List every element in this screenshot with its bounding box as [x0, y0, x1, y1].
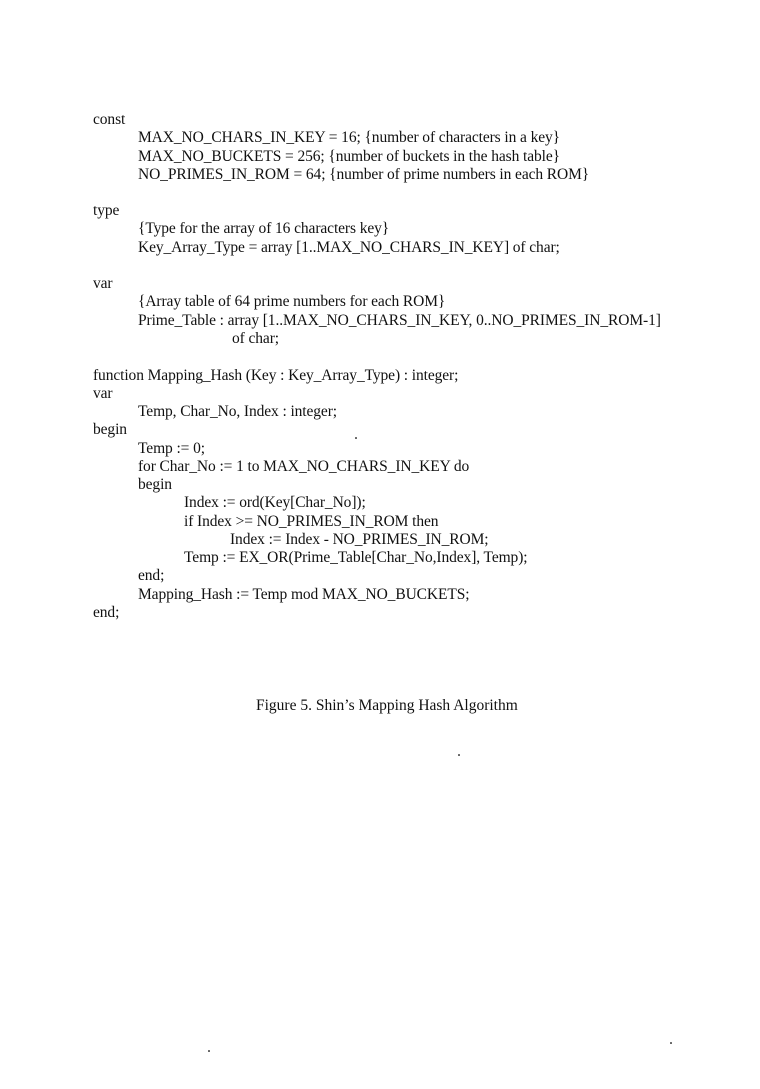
- code-line-local-vars: Temp, Char_No, Index : integer;: [138, 403, 337, 420]
- code-line-array-comment: {Array table of 64 prime numbers for each ROM}: [138, 293, 446, 310]
- scan-speck: [208, 1050, 210, 1052]
- code-line-for-loop: for Char_No := 1 to MAX_NO_CHARS_IN_KEY do: [138, 458, 470, 475]
- code-line-max-no-buckets: MAX_NO_BUCKETS = 256; {number of buckets in the hash table}: [138, 148, 560, 165]
- code-line-return-mod: Mapping_Hash := Temp mod MAX_NO_BUCKETS;: [138, 586, 470, 603]
- code-line-type-comment: {Type for the array of 16 characters key}: [138, 220, 390, 237]
- code-line-of-char: of char;: [232, 330, 279, 347]
- code-line-temp-xor: Temp := EX_OR(Prime_Table[Char_No,Index], Temp);: [184, 549, 528, 566]
- code-line-loop-end: end;: [138, 567, 165, 584]
- code-line-key-array-type: Key_Array_Type = array [1..MAX_NO_CHARS_IN_KEY] of char;: [138, 239, 560, 256]
- code-line-function-header: function Mapping_Hash (Key : Key_Array_Type) : integer;: [93, 367, 459, 384]
- code-line-no-primes: NO_PRIMES_IN_ROM = 64; {number of prime numbers in each ROM}: [138, 166, 590, 183]
- code-line-index-subtract: Index := Index - NO_PRIMES_IN_ROM;: [230, 531, 489, 548]
- code-line-const: const: [93, 111, 126, 128]
- code-line-prime-table: Prime_Table : array [1..MAX_NO_CHARS_IN_KEY, 0..NO_PRIMES_IN_ROM-1]: [138, 312, 661, 329]
- code-line-loop-begin: begin: [138, 476, 172, 493]
- code-line-type: type: [93, 202, 120, 219]
- code-line-temp-init: Temp := 0;: [138, 440, 205, 457]
- code-line-begin: begin: [93, 421, 127, 438]
- code-line-max-no-chars: MAX_NO_CHARS_IN_KEY = 16; {number of characters in a key}: [138, 129, 560, 146]
- code-line-if-index: if Index >= NO_PRIMES_IN_ROM then: [184, 513, 439, 530]
- scan-speck: [670, 1042, 672, 1044]
- code-line-end: end;: [93, 604, 120, 621]
- code-line-index-ord: Index := ord(Key[Char_No]);: [184, 494, 366, 511]
- code-line-function-var: var: [93, 385, 113, 402]
- scan-speck: [458, 754, 460, 756]
- figure-caption: Figure 5. Shin’s Mapping Hash Algorithm: [256, 697, 518, 714]
- scan-speck: [355, 437, 357, 439]
- code-line-var: var: [93, 275, 113, 292]
